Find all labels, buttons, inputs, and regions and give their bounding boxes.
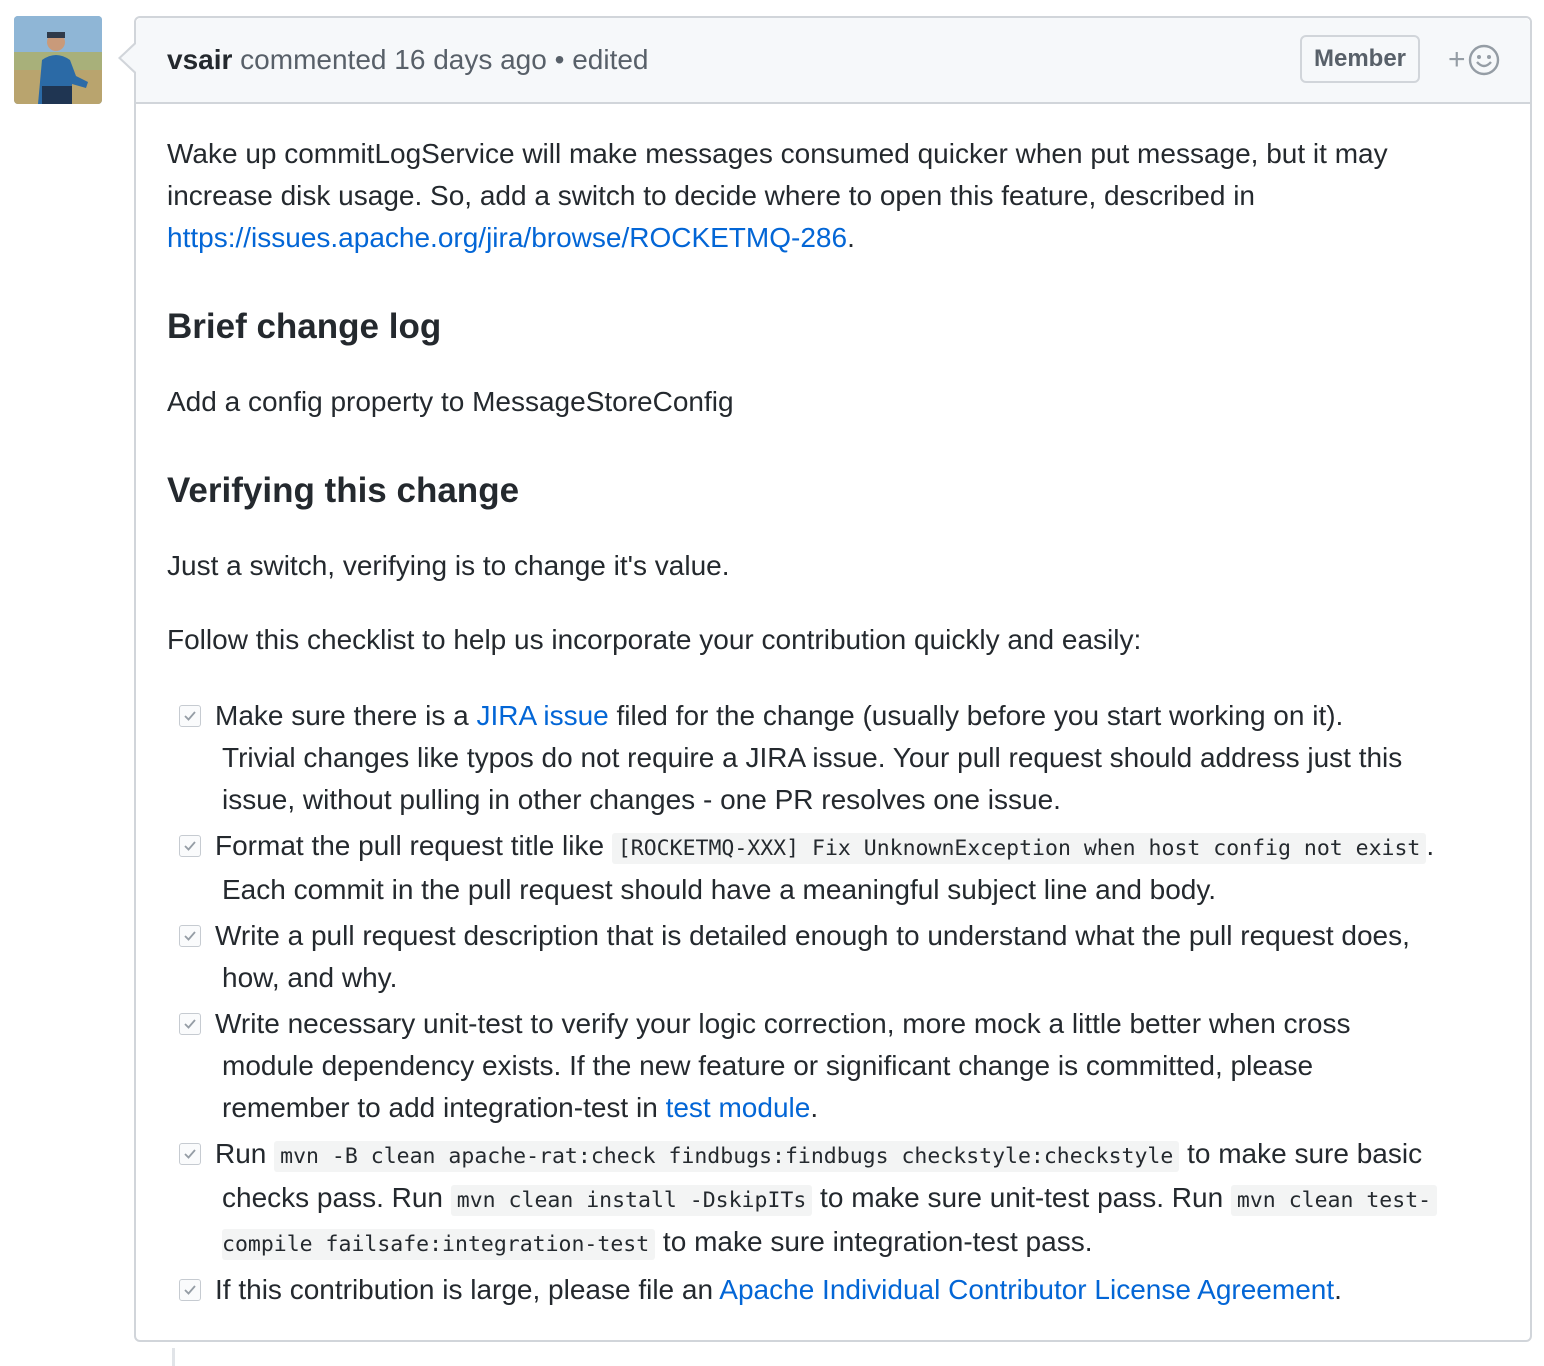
checklist-item-3-line-1: Write a pull request description that is detailed enough to understand what the pull request does, — [215, 920, 1410, 951]
timeline-line — [172, 1348, 175, 1366]
icla-link[interactable]: Apache Individual Contributor License Agreement — [719, 1274, 1335, 1305]
smiley-icon — [1468, 44, 1500, 76]
verifying-text: Just a switch, verifying is to change it's value. — [167, 550, 730, 581]
avatar-photo-icon — [14, 16, 102, 104]
code-rat-check: mvn -B clean apache-rat:check findbugs:findbugs checkstyle:checkstyle — [274, 1141, 1179, 1172]
comment-meta — [167, 44, 649, 76]
comment-arrow-fill — [121, 44, 136, 72]
checklist-intro: Follow this checklist to help us incorporate your contribution quickly and easily: — [167, 624, 1142, 655]
avatar[interactable] — [14, 16, 102, 104]
code-pr-title: [ROCKETMQ-XXX] Fix UnknownException when host config not exist — [612, 833, 1427, 864]
member-badge: Member — [1300, 35, 1420, 83]
changelog-text: Add a config property to MessageStoreConfig — [167, 386, 734, 417]
checklist-item-4-line-1: Write necessary unit-test to verify your logic correction, more mock a little better when cross — [215, 1008, 1351, 1039]
edited-dropdown[interactable]: edited — [572, 44, 649, 75]
comment-header — [136, 18, 1530, 104]
checkbox-checked-icon[interactable] — [179, 1013, 201, 1035]
checkbox-checked-icon[interactable] — [179, 1279, 201, 1301]
plus-icon: + — [1448, 43, 1466, 76]
add-reaction-button[interactable] — [1448, 42, 1504, 78]
checklist-item-3-line-2: how, and why. — [222, 962, 398, 993]
code-test-compile: mvn clean test- — [1231, 1185, 1437, 1216]
action-text: commented — [232, 44, 395, 75]
heading-brief-change-log: Brief change log — [167, 307, 442, 346]
code-failsafe: compile failsafe:integration-test — [222, 1229, 655, 1260]
test-module-link[interactable]: test module — [665, 1092, 811, 1123]
checklist-item-4-line-2: module dependency exists. If the new feature or significant change is committed, please — [222, 1050, 1314, 1081]
intro-line-3: https://issues.apache.org/jira/browse/ROCKETMQ-286. — [167, 222, 855, 253]
checklist-item-4-line-3: remember to add integration-test in test module. — [222, 1092, 819, 1123]
checklist-item-2-line-1: Format the pull request title like [ROCKETMQ-XXX] Fix UnknownException when host config not exist . — [215, 830, 1434, 862]
author-link[interactable]: vsair — [167, 44, 233, 75]
jira-issue-link[interactable]: https://issues.apache.org/jira/browse/ROCKETMQ-286 — [167, 222, 848, 253]
checklist-item-1-line-2: Trivial changes like typos do not require a JIRA issue. Your pull request should address just this — [222, 742, 1403, 773]
checklist-item-5-line-2: checks pass. Run mvn clean install -DskipITs to make sure unit-test pass. Run mvn clean test- — [222, 1182, 1437, 1214]
separator: • — [546, 44, 573, 75]
checklist-item-5-line-1: Run mvn -B clean apache-rat:check findbugs:findbugs checkstyle:checkstyle to make sure basic — [215, 1138, 1422, 1170]
checklist-item-1-line-3: issue, without pulling in other changes - one PR resolves one issue. — [222, 784, 1061, 815]
checklist-item-5-line-3: compile failsafe:integration-test to make sure integration-test pass. — [222, 1226, 1092, 1258]
intro-line-1: Wake up commitLogService will make messages consumed quicker when put message, but it may — [167, 138, 1388, 169]
checkbox-checked-icon[interactable] — [179, 705, 201, 727]
timestamp-link[interactable]: 16 days ago — [394, 44, 547, 75]
checklist-item-2-line-2: Each commit in the pull request should have a meaningful subject line and body. — [222, 874, 1217, 905]
code-install: mvn clean install -DskipITs — [451, 1185, 813, 1216]
checkbox-checked-icon[interactable] — [179, 1143, 201, 1165]
heading-verifying: Verifying this change — [167, 471, 520, 510]
checkbox-checked-icon[interactable] — [179, 835, 201, 857]
jira-issue-tracker-link[interactable]: JIRA issue — [476, 700, 609, 731]
checklist-item-1-line-1: Make sure there is a JIRA issue filed for the change (usually before you start working on it). — [215, 700, 1344, 731]
checklist-item-6-line-1: If this contribution is large, please file an Apache Individual Contributor License Agreement. — [215, 1274, 1342, 1305]
intro-line-2: increase disk usage. So, add a switch to decide where to open this feature, described in — [167, 180, 1255, 211]
checkbox-checked-icon[interactable] — [179, 925, 201, 947]
